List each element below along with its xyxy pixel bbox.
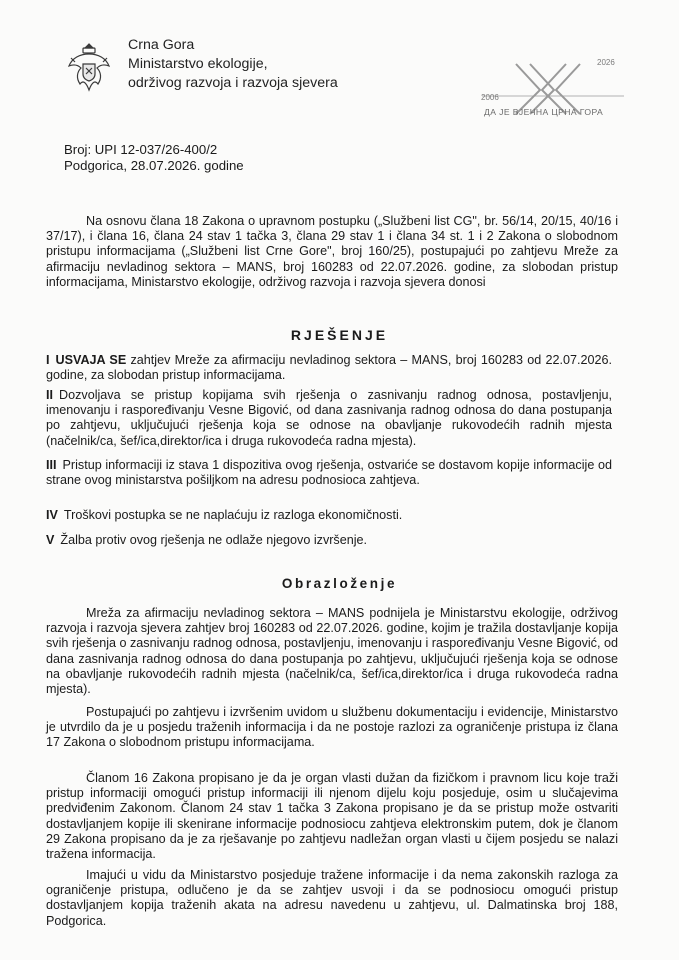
item-number: IV	[46, 508, 58, 522]
document-meta	[64, 142, 244, 174]
item-number: I	[46, 353, 50, 367]
item-text: Pristup informaciji iz stava 1 dispozitiva ovog rješenja, ostvariće se dostavom kopije informacije od strane ovog ministarstva pošiljkom na adresu podnosioca zahtjeva.	[46, 458, 612, 488]
reasoning-paragraph-1: Mreža za afirmaciju nevladinog sektora – MANS podnijela je Ministarstvu ekologije, održivog razvoja i razvoja sjevera zahtjev broj 160283 od 22.07.2026. godine, kojim je tražila dostavljanje kopija svih rješenja o zasnivanju radnog odnosa, postavljenju, imenovanju i raspoređivanju Vesne Bigović, od dana zasnivanja radnog odnosa do dana postupanja po zahtjevu, uključujući rješenja koja se odnose na obavljanje rukovodećih radnih mjesta (načelnik/ca, šef/ica,direktor/ica i druga rukovodeća radna mjesta).	[46, 606, 618, 697]
item-lead: USVAJA SE	[55, 353, 127, 367]
item-1	[46, 353, 612, 383]
coat-of-arms-icon	[66, 40, 112, 96]
intro-paragraph: Na osnovu člana 18 Zakona o upravnom postupku („Službeni list CG", br. 56/14, 20/15, 40/16 i 37/17), i člana 16, člana 24 stav 1 tačka 3, člana 29 stav 1 i člana 34 st. 1 i 2 Zakona o slobodnom pristupu informacijama („Službeni list Crne Gore", broj 160/25), postupajući po zahtjevu Mreže za afirmaciju nevladinog sektora – MANS, broj 160283 od 22.07.2026. godine, za slobodan pristup informacijama, Ministarstvo ekologije, održivog razvoja i razvoja sjevera donosi	[46, 214, 618, 289]
logo-year-left: 2006	[481, 93, 499, 102]
item-number: V	[46, 533, 55, 547]
header-country: Crna Gora	[128, 37, 195, 53]
rjesenje-title: RJEŠENJE	[290, 327, 389, 343]
item-5	[46, 533, 612, 548]
item-3	[46, 458, 612, 488]
item-number: II	[46, 388, 53, 402]
header-ministry-cont: održivog razvoja i razvoja sjevera	[128, 75, 338, 91]
reasoning-paragraph-4: Imajući u vidu da Ministarstvo posjeduje tražene informacije i da nema zakonskih razloga za ograničenje pristupa, odlučeno je da se zahtjev usvoji i da se podnosiocu omogući pristup dostavljanjem kopija traženih akata na adresu navedenu u zahtjevu, ul. Dalmatinska broj 188, Podgorica.	[46, 868, 618, 928]
place-date: Podgorica, 28.07.2026. godine	[64, 158, 244, 173]
institution-header	[128, 36, 338, 93]
logo-year-right: 2026	[597, 58, 615, 67]
item-number: III	[46, 458, 57, 472]
item-text: zahtjev Mreže za afirmaciju nevladinog sektora – MANS, broj 160283 od 22.07.2026. godine, za slobodan pristup informacijama.	[46, 353, 612, 383]
item-text: Dozvoljava se pristup kopijama svih rješenja o zasnivanju radnog odnosa, postavljenju, imenovanju i raspoređivanju Vesne Bigović, od dana zasnivanja radnog odnosa do dana postupanja po zahtjevu, uključujući rješenja koja se odnose na obavljanje rukovodećih radnih mjesta (načelnik/ca, šef/ica,direktor/ica i druga rukovodeća radna mjesta).	[46, 388, 612, 448]
logo-slogan: ДА ЈЕ ВЈЕЧНА ЦРНА ГОРА	[484, 107, 604, 117]
obrazlozenje-title: Obrazloženje	[281, 576, 398, 591]
reasoning-paragraph-3: Članom 16 Zakona propisano je da je organ vlasti dužan da fizičkom i pravnom licu koje traži pristup informaciji omogući pristup informaciji ili njenom dijelu koju posjeduje, osim u slučajevima predviđenim Zakonom. Članom 24 stav 1 tačka 3 Zakona propisano je da se pristup može ostvariti dostavljanjem kopije ili skenirane informacije podnosiocu zahtjeva elektronskim putem, dok je članom 29 Zakona propisano da je za rješavanje po zahtjevu nadležan organ vlasti u čijem posjedu se nalazi tražena informacija.	[46, 771, 618, 862]
document-number: Broj: UPI 12-037/26-400/2	[64, 142, 218, 157]
item-2	[46, 388, 612, 449]
reasoning-paragraph-2: Postupajući po zahtjevu i izvršenim uvidom u službenu dokumentaciju i evidencije, Ministarstvo je utvrdilo da je u posjedu traženih informacija i da ne postoje razlozi za ograničenje pristupa iz člana 17 Zakona o slobodnom pristupu informacijama.	[46, 705, 618, 750]
header-ministry: Ministarstvo ekologije,	[128, 56, 268, 72]
item-4	[46, 508, 612, 523]
item-text: Žalba protiv ovog rješenja ne odlaže njegovo izvršenje.	[60, 533, 368, 547]
item-text: Troškovi postupka se ne naplaćuju iz razloga ekonomičnosti.	[63, 508, 403, 522]
